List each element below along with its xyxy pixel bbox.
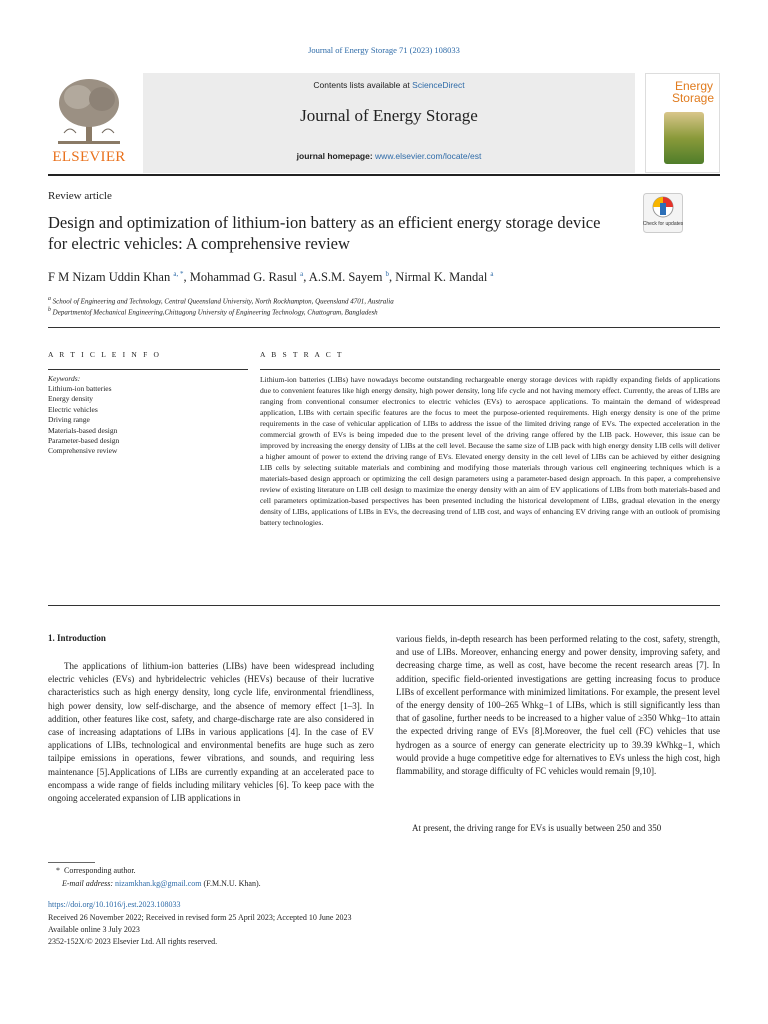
- corresponding-text: Corresponding author.: [64, 866, 136, 875]
- keyword-item: Materials-based design: [48, 425, 118, 435]
- section-divider: [48, 327, 720, 328]
- available-online: Available online 3 July 2023: [48, 925, 140, 934]
- homepage-line: [143, 151, 635, 161]
- cover-image: [664, 112, 704, 164]
- keyword-list: [48, 384, 119, 457]
- copyright-notice: 2352-152X/© 2023 Elsevier Ltd. All rights reserved.: [48, 937, 218, 946]
- keyword-item: Parameter-based design: [48, 436, 120, 446]
- author-list: F M Nizam Uddin Khan $^{a, *}$, Mohammad G. Rasul $^a$, A.S.M. Sayem $^b$, Nirmal K. Mandal $^a$: [48, 270, 494, 285]
- author-name[interactable]: F M Nizam Uddin Khan: [48, 270, 171, 285]
- article-info-heading: A R T I C L E I N F O: [48, 350, 162, 359]
- intro-paragraph-right: various fields, in-depth research has been performed relating to the cost, safety, strength, and use of LIBs. Moreover, enhancing energy and power density, improving safety, and decreasing charge time, as well as cost, have become the recent research areas [7]. In addition, specific field-oriented investigations are getting increasing focus to produce LIBs of excellent performance with minimized limitations. For example, the present level of the energy density of 100–265 Whkg−1 of LIBs, which is still significantly less than that of gasoline, further needs to be increased to a higher value of ≥350 Whkg−1to attain the expected driving range of EVs [8].Moreover, the fuel cell (FC) vehicles that use hydrogen as a source of energy can generate electricity up to 39.39 kWhkg−1, which would provide a huge competitive edge for alternatives to EVs unless the high cost, high flammability, and storage difficulty of FC vehicles would remain [9,10].: [396, 634, 720, 777]
- affiliation-a: [48, 296, 394, 305]
- email-label: E-mail address:: [62, 879, 116, 888]
- affiliation-b: [48, 307, 378, 316]
- journal-cover[interactable]: [645, 73, 720, 173]
- intro-paragraph-left: The applications of lithium-ion batteries (LIBs) have been widespread including electric vehicles (EVs) and hybridelectric vehicles (HEVs) because of their lucrative characteristics such as high energy density, long cycle life, environmental friendliness, high power density, low self-discharge, and the absence of memory effect [1–3]. In addition, other features like cost, safety, and charge-discharge rate are also considered in case of increasing adaptations of LIBs in various applications [4]. In the case of EV applications of LIBs, technological and environmental benefits are huge such as zero tailpipe emissions in operations, fewer vibrations, and sounds, and requiring less maintenance [5].Applications of LIBs are currently expanding at an accelerated pace to encompass a wide range of fields including military vehicles [6]. To keep pace with the ongoing accelerated expansion of LIB applications in: [48, 661, 374, 804]
- header-divider: [48, 174, 720, 176]
- abstract-text: Lithium-ion batteries (LIBs) have nowadays become outstanding rechargeable energy storage devices with rapidly expanding fields of applications due to convenient features like high energy density, high power density, long life cycle and not having memory effect. Currently, the areas of LIBs are ranging from conventional consumer electronics to electric vehicles (EVs) to aerospace applications. To maintain the demand of widespread application, LIBs with certain specific features are the focus to meet the purpose-oriented requirements. High energy density is one of the prime requirements in the case of vehicular application of LIBs to address the issue of the limited driving range of EVs. The expected acceleration in the commercial growth of EVs is being impeded due to the present level of the driving range offered by the LIB pack. However, this issue can be improved by increasing the energy density of LIBs at the cell level. Because the same size of LIB pack with high energy density LIB cells will deliver a higher amount of power to extend the driving range of EVs. Elevated energy density in the cell level of LIBs can be achieved by either designing LIB cells by selecting suitable materials and combining and modifying those materials through various cell engineering techniques which is a materials-based design approach or optimizing the cell design parameters using a parameter-based design approach. In this paper, a comprehensive review of existing literature on LIB cell design to maximize the energy density with an aim of EV applications of LIBs from both materials-based and cell parameters optimization-based perspectives has been presented including the historical development of LIBs, gradual elevation in the energy density of LIBs, applications of LIBs in EVs, the decreasing trend of LIB cost, and ways of enhancing EV driving range with an outlook of promising battery technologies.: [260, 375, 720, 527]
- affil-mark: b: [48, 307, 51, 313]
- author-affil-mark[interactable]: a: [300, 270, 304, 278]
- check-for-updates-badge[interactable]: [643, 193, 683, 233]
- author-affil-mark[interactable]: a, *: [173, 270, 184, 278]
- journal-header: [48, 73, 720, 175]
- intro-paragraph-right-2: At present, the driving range for EVs is usually between 250 and 350: [412, 823, 662, 833]
- doi-link[interactable]: https://doi.org/10.1016/j.est.2023.108033: [48, 900, 181, 909]
- keywords-label: Keywords:: [48, 374, 81, 383]
- author-name[interactable]: Nirmal K. Mandal: [395, 270, 488, 285]
- article-type: Review article: [48, 190, 112, 202]
- author-name[interactable]: Mohammad G. Rasul: [189, 270, 297, 285]
- affiliation-text: School of Engineering and Technology, Central Queensland University, North Rockhampton, Queensland 4701, Australia: [52, 297, 394, 306]
- section-divider: [48, 605, 720, 606]
- corresponding-mark: *: [56, 866, 60, 875]
- journal-title: Journal of Energy Storage: [300, 106, 478, 125]
- affiliation-text: Departmentof Mechanical Engineering,Chittagong University of Engineering Technology, Chattogram, Bangladesh: [52, 308, 378, 317]
- paper-title: Design and optimization of lithium-ion battery as an efficient energy storage device for electric vehicles: A comprehensive review: [48, 213, 601, 253]
- cover-title-line2: Storage: [671, 91, 714, 105]
- received-dates: Received 26 November 2022; Received in revised form 25 April 2023; Accepted 10 June 2023: [48, 913, 352, 922]
- keyword-item: Lithium-ion batteries: [48, 384, 112, 393]
- corresponding-author-note: [56, 866, 136, 875]
- abstract-heading: A B S T R A C T: [260, 350, 344, 359]
- keyword-item: Energy density: [48, 394, 94, 404]
- abstract-divider: [260, 369, 720, 370]
- footnote-divider: [48, 862, 95, 863]
- email-note: [62, 879, 261, 888]
- publisher-name: ELSEVIER: [52, 149, 126, 165]
- contents-prefix: Contents lists available at: [313, 80, 413, 90]
- cover-title-line1: Energy: [674, 79, 713, 93]
- keyword-item: Driving range: [48, 415, 90, 425]
- journal-banner: [143, 73, 635, 173]
- author-affil-mark[interactable]: a: [490, 270, 494, 278]
- introduction-heading: 1. Introduction: [48, 633, 106, 643]
- keyword-item: Comprehensive review: [48, 446, 118, 456]
- homepage-link[interactable]: www.elsevier.com/locate/est: [375, 151, 482, 161]
- email-link[interactable]: nizamkhan.kg@gmail.com: [115, 879, 202, 888]
- article-info-divider: [48, 369, 248, 370]
- author-name[interactable]: A.S.M. Sayem: [308, 270, 383, 285]
- journal-reference[interactable]: Journal of Energy Storage 71 (2023) 108033: [308, 45, 460, 55]
- elsevier-logo: [48, 73, 130, 169]
- affil-mark: a: [48, 296, 51, 302]
- homepage-prefix: journal homepage:: [296, 151, 376, 161]
- email-owner: (F.M.N.U. Khan).: [201, 879, 261, 888]
- author-affil-mark[interactable]: b: [385, 270, 390, 278]
- sciencedirect-link[interactable]: ScienceDirect: [412, 80, 465, 90]
- keyword-item: Electric vehicles: [48, 404, 98, 414]
- check-updates-label: Check for updates: [643, 221, 683, 227]
- check-updates-icon: [643, 193, 683, 233]
- contents-line: [143, 80, 635, 90]
